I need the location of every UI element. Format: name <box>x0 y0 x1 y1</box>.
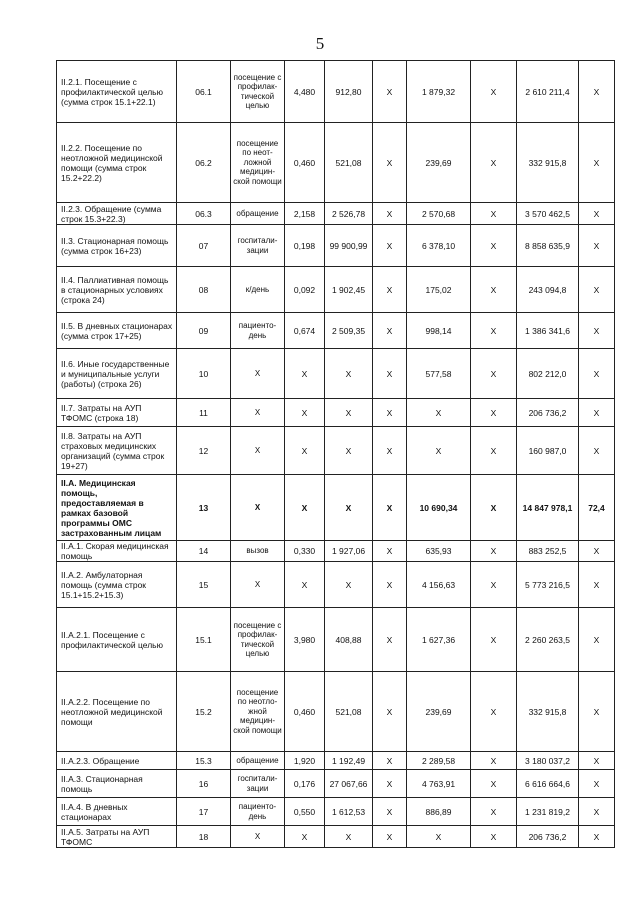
row-per-capita: X <box>407 427 471 475</box>
row-unit: пациенто-день <box>231 798 285 826</box>
row-share: X <box>579 770 615 798</box>
table-row <box>57 770 615 798</box>
row-total: 332 915,8 <box>517 123 579 203</box>
row-col-x1: X <box>373 798 407 826</box>
row-total: 802 212,0 <box>517 349 579 399</box>
row-col-x1: X <box>373 672 407 752</box>
row-col-x1: X <box>373 826 407 848</box>
row-col-x2: X <box>471 267 517 313</box>
row-cost: 1 612,53 <box>325 798 373 826</box>
row-total: 883 252,5 <box>517 541 579 562</box>
row-col-x1: X <box>373 752 407 770</box>
row-total: 6 616 664,6 <box>517 770 579 798</box>
row-col-x1: X <box>373 608 407 672</box>
row-share: X <box>579 826 615 848</box>
table-row <box>57 475 615 541</box>
row-col-x2: X <box>471 475 517 541</box>
row-name: II.4. Паллиативная помощь в стационарных условиях (строка 24) <box>57 267 177 313</box>
row-code: 15 <box>177 562 231 608</box>
row-unit: X <box>231 562 285 608</box>
row-share: X <box>579 123 615 203</box>
row-share: X <box>579 61 615 123</box>
row-per-capita: 1 627,36 <box>407 608 471 672</box>
row-name: II.2.1. Посещение с профилактической целью (сумма строк 15.1+22.1) <box>57 61 177 123</box>
row-col-x2: X <box>471 61 517 123</box>
row-total: 160 987,0 <box>517 427 579 475</box>
row-per-capita: X <box>407 826 471 848</box>
row-code: 09 <box>177 313 231 349</box>
row-col-x2: X <box>471 770 517 798</box>
row-volume: X <box>285 562 325 608</box>
row-code: 06.2 <box>177 123 231 203</box>
row-unit: обращение <box>231 203 285 225</box>
row-unit: к/день <box>231 267 285 313</box>
row-code: 15.1 <box>177 608 231 672</box>
row-per-capita: 886,89 <box>407 798 471 826</box>
row-unit: пациенто-день <box>231 313 285 349</box>
page-number: 5 <box>315 34 325 53</box>
row-unit: обращение <box>231 752 285 770</box>
row-name: II.А.2.3. Обращение <box>57 752 177 770</box>
row-col-x1: X <box>373 225 407 267</box>
row-total: 206 736,2 <box>517 399 579 427</box>
row-total: 243 094,8 <box>517 267 579 313</box>
row-total: 2 610 211,4 <box>517 61 579 123</box>
row-col-x1: X <box>373 203 407 225</box>
row-cost: X <box>325 427 373 475</box>
row-col-x2: X <box>471 752 517 770</box>
row-code: 07 <box>177 225 231 267</box>
row-unit: X <box>231 826 285 848</box>
row-per-capita: 577,58 <box>407 349 471 399</box>
row-col-x1: X <box>373 475 407 541</box>
row-code: 08 <box>177 267 231 313</box>
row-share: X <box>579 541 615 562</box>
table-row <box>57 798 615 826</box>
row-name: II.7. Затраты на АУП ТФОМС (строка 18) <box>57 399 177 427</box>
row-share: X <box>579 313 615 349</box>
row-volume: X <box>285 349 325 399</box>
row-code: 17 <box>177 798 231 826</box>
row-share: X <box>579 203 615 225</box>
row-col-x1: X <box>373 399 407 427</box>
row-code: 14 <box>177 541 231 562</box>
row-name: II.А. Медицинская помощь, предоставляемая в рамках базовой программы ОМС застрахованным лицам <box>57 475 177 541</box>
row-share: X <box>579 562 615 608</box>
row-col-x1: X <box>373 562 407 608</box>
row-name: II.А.2.1. Посещение с профилактической целью <box>57 608 177 672</box>
row-per-capita: 635,93 <box>407 541 471 562</box>
row-share: X <box>579 267 615 313</box>
row-col-x1: X <box>373 541 407 562</box>
row-volume: 4,480 <box>285 61 325 123</box>
row-cost: 408,88 <box>325 608 373 672</box>
row-total: 8 858 635,9 <box>517 225 579 267</box>
row-code: 10 <box>177 349 231 399</box>
row-col-x1: X <box>373 123 407 203</box>
row-cost: X <box>325 562 373 608</box>
row-name: II.3. Стационарная помощь (сумма строк 16+23) <box>57 225 177 267</box>
row-code: 06.3 <box>177 203 231 225</box>
row-col-x1: X <box>373 61 407 123</box>
row-code: 06.1 <box>177 61 231 123</box>
table-row <box>57 61 615 123</box>
table-row <box>57 313 615 349</box>
row-unit: госпитали-зации <box>231 770 285 798</box>
row-share: X <box>579 399 615 427</box>
row-col-x2: X <box>471 608 517 672</box>
table-row <box>57 562 615 608</box>
row-unit: посещение по неот-ложной медицин-ской помощи <box>231 123 285 203</box>
row-per-capita: 239,69 <box>407 123 471 203</box>
row-share: X <box>579 752 615 770</box>
row-name: II.А.3. Стационарная помощь <box>57 770 177 798</box>
row-col-x2: X <box>471 225 517 267</box>
row-volume: 0,460 <box>285 672 325 752</box>
table-row <box>57 672 615 752</box>
row-cost: 521,08 <box>325 123 373 203</box>
row-total: 2 260 263,5 <box>517 608 579 672</box>
row-total: 3 570 462,5 <box>517 203 579 225</box>
row-unit: госпитали-зации <box>231 225 285 267</box>
row-col-x2: X <box>471 672 517 752</box>
row-name: II.А.1. Скорая медицинская помощь <box>57 541 177 562</box>
row-share: X <box>579 427 615 475</box>
row-volume: 0,092 <box>285 267 325 313</box>
row-per-capita: X <box>407 399 471 427</box>
row-cost: 27 067,66 <box>325 770 373 798</box>
row-unit: посещение с профилак-тической целью <box>231 608 285 672</box>
row-per-capita: 2 289,58 <box>407 752 471 770</box>
row-total: 1 231 819,2 <box>517 798 579 826</box>
row-per-capita: 4 156,63 <box>407 562 471 608</box>
row-cost: X <box>325 475 373 541</box>
row-code: 18 <box>177 826 231 848</box>
row-name: II.А.2. Амбулаторная помощь (сумма строк 15.1+15.2+15.3) <box>57 562 177 608</box>
row-share: X <box>579 672 615 752</box>
row-cost: 1 902,45 <box>325 267 373 313</box>
row-code: 15.3 <box>177 752 231 770</box>
row-cost: 2 509,35 <box>325 313 373 349</box>
row-name: II.5. В дневных стационарах (сумма строк 17+25) <box>57 313 177 349</box>
row-col-x2: X <box>471 123 517 203</box>
row-unit: посещение с профилак-тической целью <box>231 61 285 123</box>
row-per-capita: 239,69 <box>407 672 471 752</box>
row-total: 1 386 341,6 <box>517 313 579 349</box>
row-col-x1: X <box>373 267 407 313</box>
row-per-capita: 998,14 <box>407 313 471 349</box>
row-name: II.2.2. Посещение по неотложной медицинской помощи (сумма строк 15.2+22.2) <box>57 123 177 203</box>
row-col-x2: X <box>471 541 517 562</box>
row-per-capita: 175,02 <box>407 267 471 313</box>
row-col-x1: X <box>373 770 407 798</box>
table-row <box>57 399 615 427</box>
row-volume: 1,920 <box>285 752 325 770</box>
row-volume: X <box>285 826 325 848</box>
row-col-x1: X <box>373 313 407 349</box>
row-per-capita: 10 690,34 <box>407 475 471 541</box>
row-share: X <box>579 608 615 672</box>
table-row <box>57 203 615 225</box>
row-volume: X <box>285 427 325 475</box>
row-unit: вызов <box>231 541 285 562</box>
row-name: II.8. Затраты на АУП страховых медицинских организаций (сумма строк 19+27) <box>57 427 177 475</box>
row-code: 12 <box>177 427 231 475</box>
table-row <box>57 267 615 313</box>
table-row <box>57 123 615 203</box>
row-cost: 1 192,49 <box>325 752 373 770</box>
row-total: 206 736,2 <box>517 826 579 848</box>
row-unit: X <box>231 399 285 427</box>
table-row <box>57 608 615 672</box>
row-total: 3 180 037,2 <box>517 752 579 770</box>
row-unit: посещение по неотло-жной медицин-ской помощи <box>231 672 285 752</box>
table-row <box>57 427 615 475</box>
row-cost: X <box>325 349 373 399</box>
row-cost: 1 927,06 <box>325 541 373 562</box>
row-name: II.А.5. Затраты на АУП ТФОМС <box>57 826 177 848</box>
table-row <box>57 826 615 848</box>
row-per-capita: 1 879,32 <box>407 61 471 123</box>
row-per-capita: 4 763,91 <box>407 770 471 798</box>
row-share: 72,4 <box>579 475 615 541</box>
row-code: 11 <box>177 399 231 427</box>
row-total: 14 847 978,1 <box>517 475 579 541</box>
row-volume: 0,330 <box>285 541 325 562</box>
row-col-x2: X <box>471 349 517 399</box>
row-volume: 2,158 <box>285 203 325 225</box>
row-volume: 0,460 <box>285 123 325 203</box>
row-per-capita: 2 570,68 <box>407 203 471 225</box>
row-cost: 912,80 <box>325 61 373 123</box>
row-unit: X <box>231 475 285 541</box>
row-col-x2: X <box>471 798 517 826</box>
row-col-x1: X <box>373 349 407 399</box>
row-cost: 99 900,99 <box>325 225 373 267</box>
row-volume: 0,176 <box>285 770 325 798</box>
row-name: II.А.4. В дневных стационарах <box>57 798 177 826</box>
table-row <box>57 349 615 399</box>
row-code: 15.2 <box>177 672 231 752</box>
row-cost: 521,08 <box>325 672 373 752</box>
row-col-x2: X <box>471 203 517 225</box>
row-volume: 0,550 <box>285 798 325 826</box>
table-row <box>57 752 615 770</box>
row-col-x2: X <box>471 826 517 848</box>
row-volume: X <box>285 475 325 541</box>
row-total: 5 773 216,5 <box>517 562 579 608</box>
row-volume: 0,198 <box>285 225 325 267</box>
table-row <box>57 541 615 562</box>
row-cost: 2 526,78 <box>325 203 373 225</box>
data-table <box>56 60 615 848</box>
table-row <box>57 225 615 267</box>
row-col-x2: X <box>471 399 517 427</box>
row-col-x2: X <box>471 427 517 475</box>
table-body <box>57 61 615 848</box>
row-name: II.6. Иные государственные и муниципальные услуги (работы) (строка 26) <box>57 349 177 399</box>
row-volume: X <box>285 399 325 427</box>
row-name: II.А.2.2. Посещение по неотложной медицинской помощи <box>57 672 177 752</box>
row-volume: 3,980 <box>285 608 325 672</box>
row-col-x2: X <box>471 562 517 608</box>
row-volume: 0,674 <box>285 313 325 349</box>
row-share: X <box>579 225 615 267</box>
row-unit: X <box>231 349 285 399</box>
row-code: 16 <box>177 770 231 798</box>
row-per-capita: 6 378,10 <box>407 225 471 267</box>
row-col-x1: X <box>373 427 407 475</box>
row-cost: X <box>325 399 373 427</box>
row-code: 13 <box>177 475 231 541</box>
row-col-x2: X <box>471 313 517 349</box>
row-share: X <box>579 349 615 399</box>
row-name: II.2.3. Обращение (сумма строк 15.3+22.3) <box>57 203 177 225</box>
row-unit: X <box>231 427 285 475</box>
row-share: X <box>579 798 615 826</box>
row-cost: X <box>325 826 373 848</box>
row-total: 332 915,8 <box>517 672 579 752</box>
